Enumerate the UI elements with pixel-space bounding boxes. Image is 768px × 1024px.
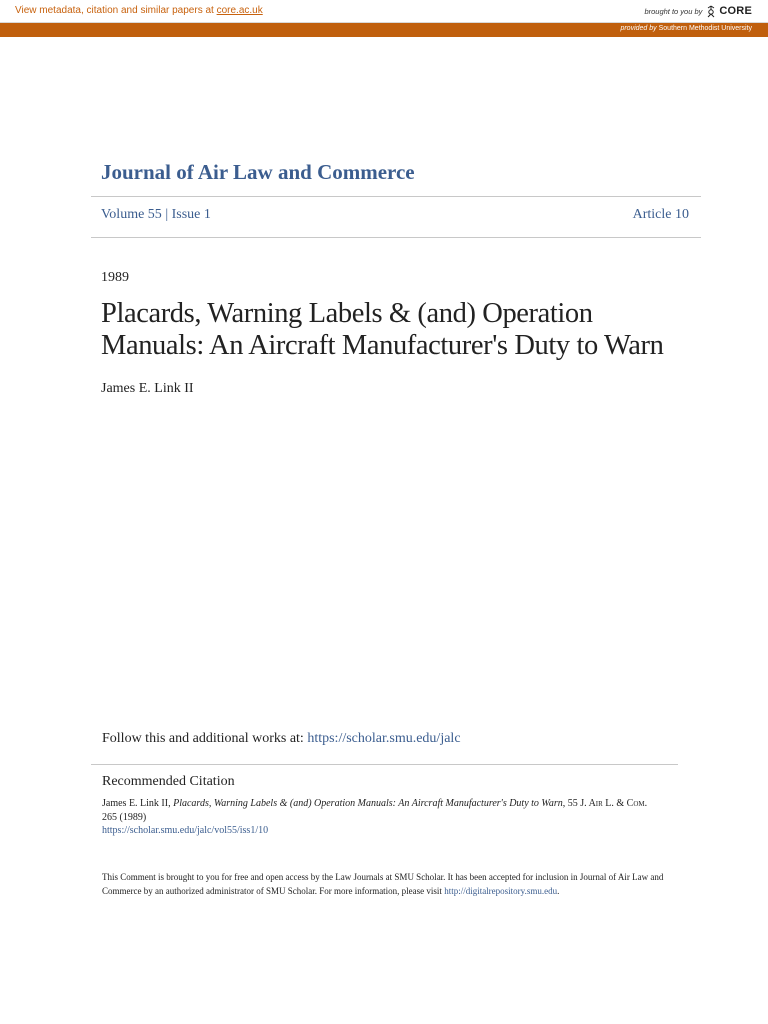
volume-link[interactable]: Volume 55	[101, 207, 162, 222]
article-title: Placards, Warning Labels & (and) Operation Manuals: An Aircraft Manufacturer's Duty to Warn	[101, 298, 664, 361]
access-notice	[102, 871, 668, 898]
journal-title-link[interactable]: Journal of Air Law and Commerce	[101, 160, 415, 184]
volume-issue-line	[101, 207, 211, 223]
repository-link[interactable]: http://digitalrepository.smu.edu	[444, 885, 558, 896]
citation-author: James E. Link II,	[102, 798, 174, 809]
follow-works-line	[102, 731, 461, 747]
citation-title: Placards, Warning Labels & (and) Operation Manuals: An Aircraft Manufacturer's Duty to Warn	[173, 798, 563, 809]
core-logo-icon	[705, 5, 717, 18]
provided-by-text	[620, 25, 752, 32]
citation-journal: J. Air L. & Com.	[580, 798, 648, 809]
core-metadata-text	[15, 5, 263, 16]
core-brand[interactable]	[644, 3, 752, 19]
issue-link[interactable]: Issue 1	[171, 207, 211, 222]
core-banner	[0, 0, 768, 23]
citation-divider	[91, 764, 678, 765]
core-metadata-link[interactable]: core.ac.uk	[216, 5, 263, 16]
notice-end: .	[557, 885, 560, 896]
article-number-link[interactable]: Article 10	[632, 207, 689, 222]
citation-url-link[interactable]: https://scholar.smu.edu/jalc/vol55/iss1/10	[102, 825, 269, 836]
article-author: James E. Link II	[101, 381, 194, 396]
header-divider-bottom	[91, 237, 701, 238]
citation-pages: 265 (1989)	[102, 811, 147, 823]
follow-url-link[interactable]: https://scholar.smu.edu/jalc	[307, 731, 461, 746]
citation-volume: , 55	[562, 798, 581, 809]
citation-text	[102, 797, 662, 838]
volume-issue-separator: |	[161, 207, 172, 222]
core-provider-bar	[0, 23, 768, 37]
header-divider-top	[91, 196, 701, 197]
notice-text: This Comment is brought to you for free and open access by the Law Journals at SMU Scholar. It has been accepted for inclusion in Journal of Air Law and Commerce by an authorized administrator of SMU Scholar. For more information, please visit	[102, 872, 664, 896]
core-brand-name: CORE	[719, 5, 752, 17]
publication-year: 1989	[101, 270, 129, 285]
provider-name: Southern Methodist University	[658, 25, 752, 32]
core-metadata-label: View metadata, citation and similar papers at	[15, 5, 217, 16]
recommended-citation-heading: Recommended Citation	[102, 774, 235, 789]
brought-to-you-text: brought to you by	[644, 6, 703, 16]
provided-by-label: provided by	[620, 25, 657, 32]
follow-label: Follow this and additional works at:	[102, 731, 308, 746]
